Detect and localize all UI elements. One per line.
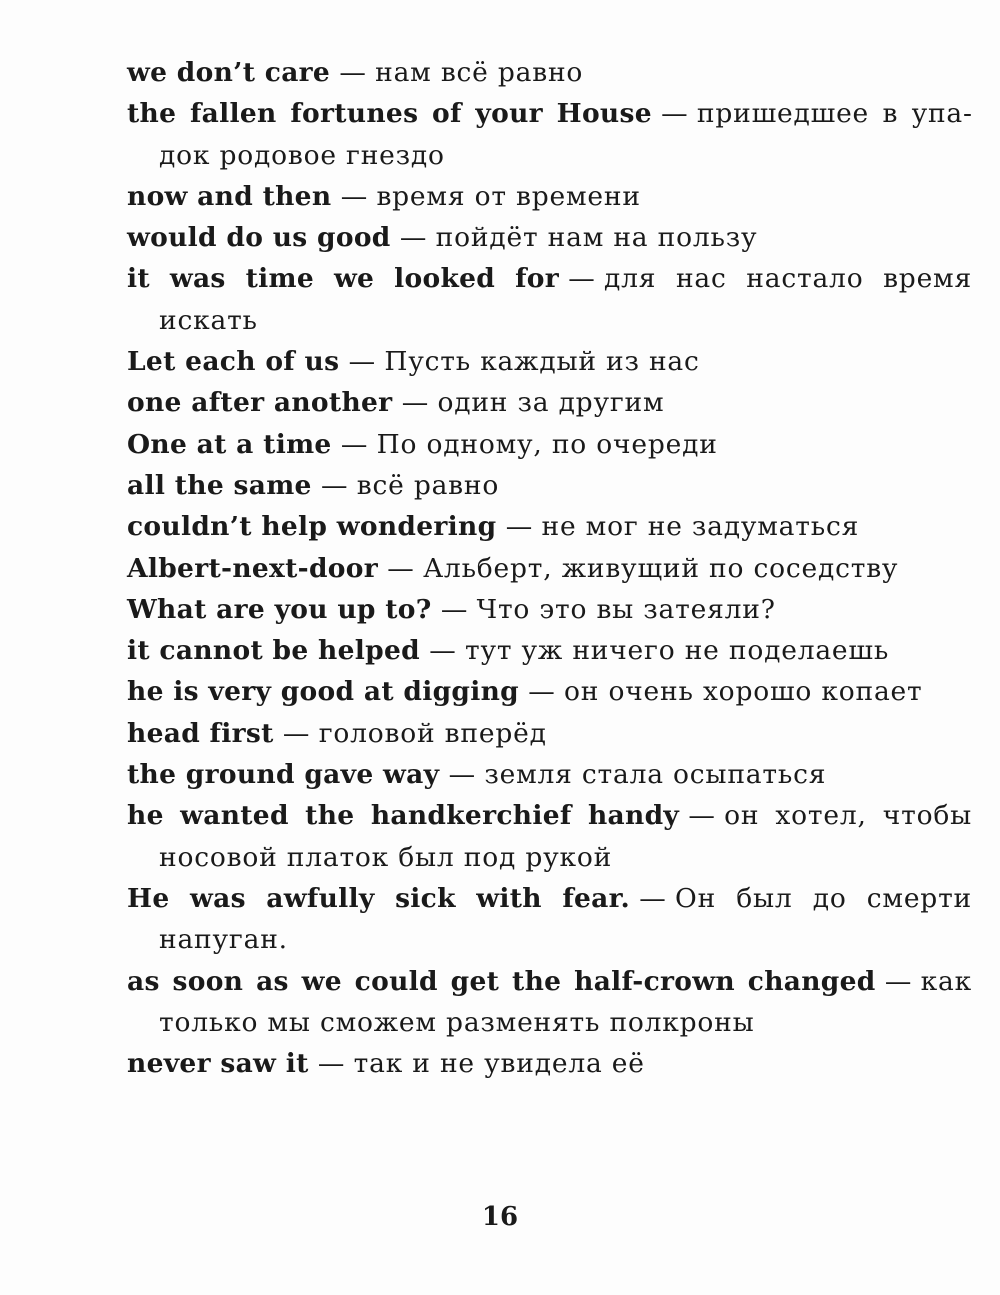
glossary-entry <box>127 754 972 795</box>
entry-term: it was time we looked for <box>127 263 560 295</box>
glossary-entry <box>127 878 972 961</box>
glossary-entry <box>127 424 972 465</box>
entry-term: the ground gave way <box>127 759 440 791</box>
entry-translation: Альберт, живущий по соседству <box>423 552 899 584</box>
entry-dash: — <box>568 263 595 295</box>
entry-dash: — <box>399 222 427 254</box>
entry-dash: — <box>401 387 429 419</box>
entry-term: the fallen fortunes of your House <box>127 98 652 130</box>
glossary-entry <box>127 52 972 93</box>
entry-term: head first <box>127 717 274 749</box>
entry-translation: он очень хорошо копает <box>564 676 923 708</box>
glossary-entry <box>127 548 972 589</box>
entry-dash: — <box>340 180 368 212</box>
entry-dash: — <box>317 1048 345 1080</box>
entry-dash: — <box>282 717 310 749</box>
entry-dash: — <box>528 676 555 708</box>
entry-term: He was awfully sick with fear. <box>127 882 631 914</box>
entry-translation: пришедшее в упадок родовое гнездо <box>159 98 972 171</box>
glossary-entry <box>127 589 972 630</box>
entry-translation: так и не увидела её <box>353 1048 645 1080</box>
entry-dash: — <box>884 965 912 997</box>
glossary-entry <box>127 217 972 258</box>
glossary-entry <box>127 506 972 547</box>
entry-term: now and then <box>127 180 332 212</box>
entry-term: never saw it <box>127 1048 309 1080</box>
entry-dash: — <box>505 511 533 543</box>
glossary-entry <box>127 671 972 712</box>
entry-translation: пойдёт нам на пользу <box>435 222 758 254</box>
entry-dash: — <box>688 800 715 832</box>
entry-term: couldn’t help wondering <box>127 511 497 543</box>
entry-dash: — <box>429 635 456 667</box>
glossary-entry <box>127 1043 972 1084</box>
entry-term: it cannot be helped <box>127 635 420 667</box>
entry-term: all the same <box>127 469 312 501</box>
entry-translation: всё равно <box>356 469 500 501</box>
entry-translation: как только мы сможем разменять полкроны <box>159 965 972 1038</box>
entry-translation: земля стала осыпаться <box>484 759 827 791</box>
entry-term: What are you up to? <box>127 593 432 625</box>
glossary-entry <box>127 341 972 382</box>
entry-translation: один за другим <box>437 387 665 419</box>
entry-term: Let each of us <box>127 346 340 378</box>
entry-translation: Он был до смерти напуган. <box>159 882 972 956</box>
entry-translation: Пусть каждый из нас <box>384 346 700 378</box>
entry-dash: — <box>320 469 348 501</box>
glossary-entry <box>127 795 972 878</box>
entry-term: One at a time <box>127 428 332 460</box>
glossary-entry <box>127 630 972 671</box>
entry-dash: — <box>348 346 376 378</box>
entry-translation: не мог не задуматься <box>541 511 860 543</box>
entry-translation: Что это вы затеяли? <box>476 593 776 625</box>
entry-translation: головой вперёд <box>318 717 547 749</box>
glossary-entry <box>127 258 972 341</box>
entry-translation: По одному, по очереди <box>376 428 718 460</box>
entry-term: one after another <box>127 387 393 419</box>
entry-translation: для нас настало время искать <box>159 263 972 336</box>
entry-term: Albert-next-door <box>127 552 379 584</box>
glossary-entry <box>127 382 972 423</box>
entry-translation: он хотел, чтобы носовой платок был под рукой <box>159 800 972 873</box>
entry-term: as soon as we could get the half-crown changed <box>127 965 876 997</box>
entry-translation: нам всё равно <box>375 57 584 88</box>
entry-translation: время от времени <box>376 180 641 212</box>
glossary-entry <box>127 93 972 176</box>
entry-term: he is very good at digging <box>127 676 519 708</box>
entry-term: we don’t care <box>127 57 331 88</box>
entry-dash: — <box>387 552 414 584</box>
glossary-entry <box>127 713 972 754</box>
page-number: 16 <box>481 1202 519 1232</box>
entry-dash: — <box>639 882 666 914</box>
entry-term: would do us good <box>127 222 391 254</box>
entry-dash: — <box>448 759 476 791</box>
entry-dash: — <box>440 593 468 625</box>
entry-translation: тут уж ничего не поделаешь <box>464 635 890 667</box>
entry-dash: — <box>661 98 688 130</box>
entry-dash: — <box>340 428 368 460</box>
glossary-entry <box>127 465 972 506</box>
entry-term: he wanted the handkerchief handy <box>127 800 680 832</box>
entry-dash: — <box>339 57 366 88</box>
glossary-list <box>127 52 972 1084</box>
glossary-entry <box>127 961 972 1044</box>
glossary-entry <box>127 176 972 217</box>
